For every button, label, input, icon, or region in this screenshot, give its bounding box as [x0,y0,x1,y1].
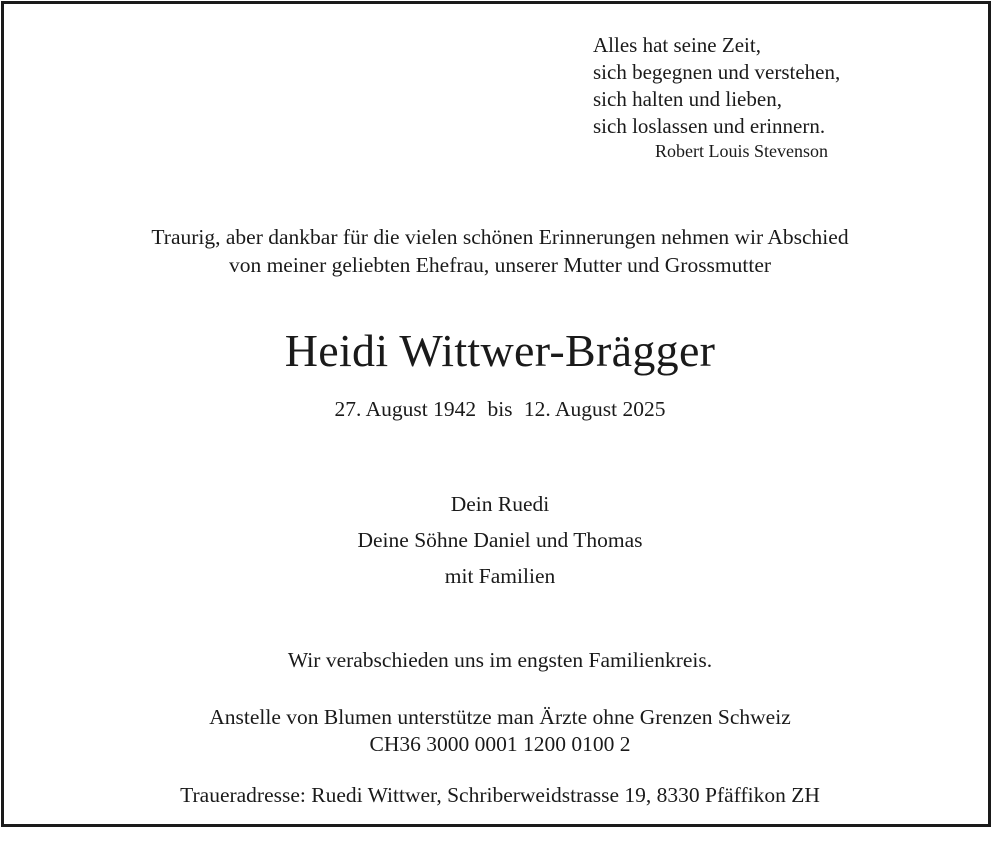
birth-date: 27. August 1942 [334,397,477,421]
death-date: 12. August 2025 [523,397,666,421]
mourning-address: Traueradresse: Ruedi Wittwer, Schriberweidstrasse 19, 8330 Pfäffikon ZH [180,783,820,807]
poem-line: Alles hat seine Zeit, [593,33,761,57]
donation-text: Anstelle von Blumen unterstütze man Ärzte ohne Grenzen Schweiz [209,705,791,729]
intro-line-2: von meiner geliebten Ehefrau, unserer Mutter und Grossmutter [228,253,772,277]
farewell-notice: Wir verabschieden uns im engsten Familienkreis. [287,648,713,672]
poem-line: sich loslassen und erinnern. [593,114,826,138]
intro-text [0,223,1000,279]
poem-line: sich halten und lieben, [593,87,782,111]
mourners [0,486,1000,594]
intro-line-1: Traurig, aber dankbar für die vielen schönen Erinnerungen nehmen wir Abschied [151,225,849,249]
mourner-line: Deine Söhne Daniel und Thomas [357,528,643,552]
donation-iban: CH36 3000 0001 1200 0100 2 [369,732,631,756]
life-dates [0,397,1000,422]
mourner-line: mit Familien [444,564,556,588]
poem-author: Robert Louis Stevenson [655,141,828,161]
mourner-line: Dein Ruedi [450,492,550,516]
poem [593,32,840,140]
date-separator: bis [487,397,513,421]
deceased-name: Heidi Wittwer-Brägger [284,325,716,376]
donation-info [0,704,1000,758]
poem-line: sich begegnen und verstehen, [593,60,841,84]
